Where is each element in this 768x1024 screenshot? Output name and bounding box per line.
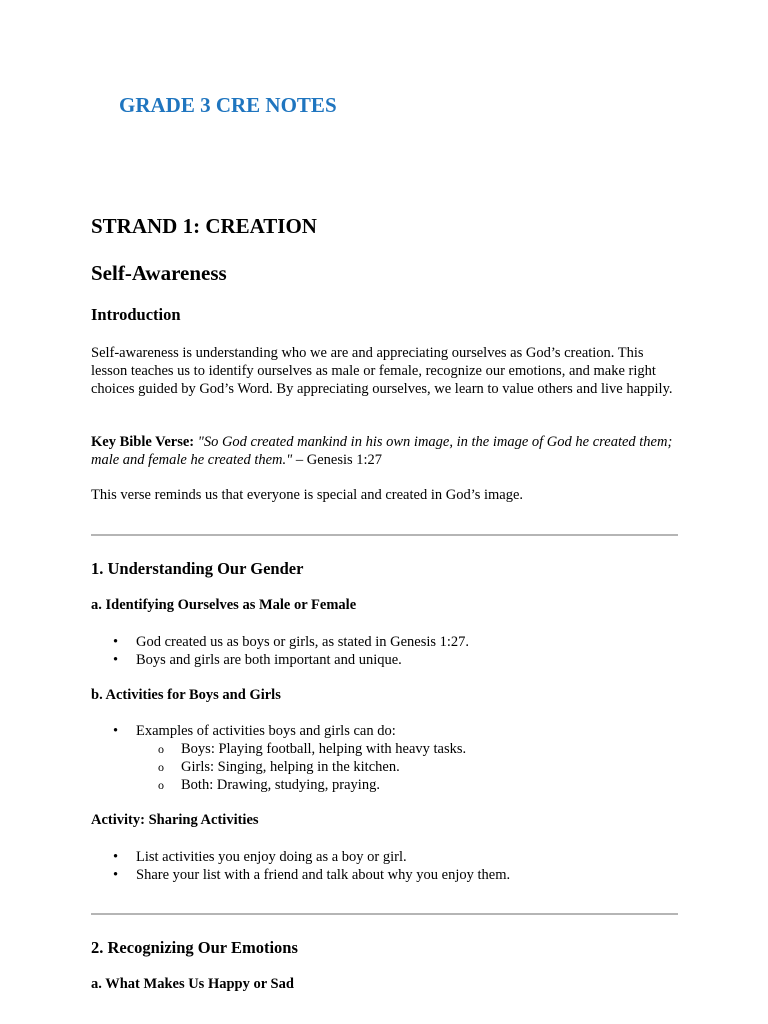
section-divider [91,534,678,536]
list-item [91,722,681,794]
key-bible-verse [91,433,681,469]
strand-heading: STRAND 1: CREATION [91,214,317,238]
introduction-paragraph: Self-awareness is understanding who we are and appreciating ourselves as God’s creation. This lesson teaches us to identify ourselves as male or female, recognize our emotions, and make right choices guided by God’s Word. By appreciating ourselves, we learn to value others and live happily. [91,345,673,397]
section-2-heading: 2. Recognizing Our Emotions [91,938,298,957]
activity-heading: Activity: Sharing Activities [91,812,259,828]
gender-list [91,633,681,669]
document-title: GRADE 3 CRE NOTES [119,93,337,117]
activities-list [91,722,681,794]
sub-list-item: o Boys: Playing football, helping with heavy tasks. [136,740,681,758]
section-2a-heading: a. What Makes Us Happy or Sad [91,976,294,992]
list-item: • God created us as boys or girls, as stated in Genesis 1:27. [91,633,681,651]
sub-list-item: o Girls: Singing, helping in the kitchen. [136,758,681,776]
activity-list [91,848,681,884]
sub-list-item: o Both: Drawing, studying, praying. [136,776,681,794]
verse-reminder: This verse reminds us that everyone is special and created in God’s image. [91,487,524,503]
topic-heading: Self-Awareness [91,261,227,285]
list-item: • List activities you enjoy doing as a boy or girl. [91,848,681,866]
list-item: • Share your list with a friend and talk about why you enjoy them. [91,866,681,884]
section-1-heading: 1. Understanding Our Gender [91,559,304,578]
section-1a-heading: a. Identifying Ourselves as Male or Female [91,597,357,613]
key-verse-reference: – Genesis 1:27 [292,452,383,468]
key-verse-label: Key Bible Verse: [91,434,195,450]
list-item-text: Examples of activities boys and girls can do: [136,723,396,739]
activities-sublist [136,740,681,794]
list-item: • Boys and girls are both important and unique. [91,651,681,669]
section-divider [91,913,678,915]
section-1b-heading: b. Activities for Boys and Girls [91,687,281,703]
key-verse-text: "So God created mankind in his own image, in the image of God he created them; male and female he created them." [91,434,673,468]
introduction-heading: Introduction [91,305,181,324]
